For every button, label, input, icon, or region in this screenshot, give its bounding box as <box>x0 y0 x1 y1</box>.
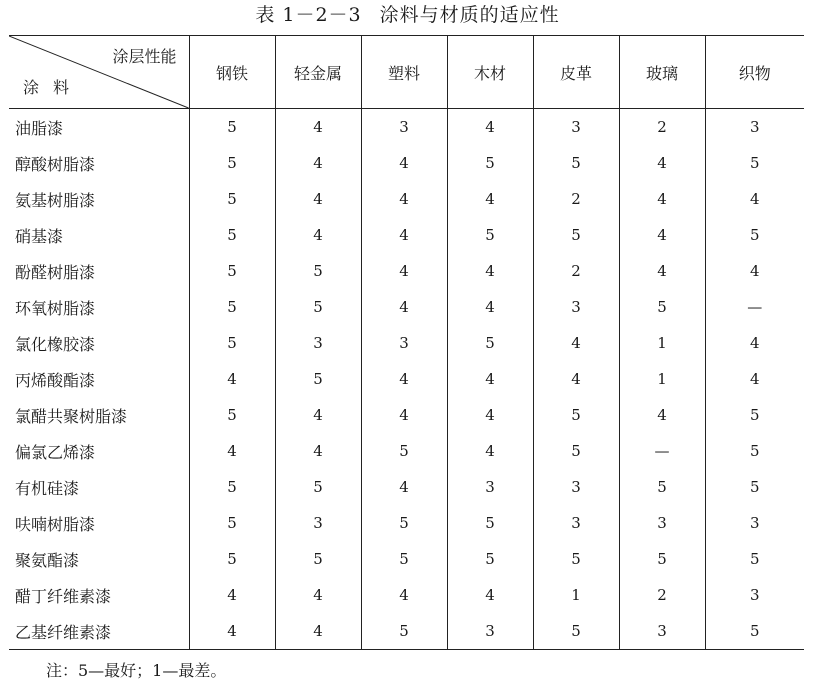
rating-cell: 4 <box>533 361 619 397</box>
rating-cell: 5 <box>189 397 275 433</box>
rating-cell: 5 <box>705 397 804 433</box>
column-header: 钢铁 <box>189 36 275 109</box>
header-row <box>9 36 804 109</box>
rating-cell: 5 <box>533 217 619 253</box>
rating-cell: 4 <box>361 289 447 325</box>
coating-name-cell: 乙基纤维素漆 <box>9 613 189 650</box>
rating-cell: 5 <box>447 217 533 253</box>
table-row <box>9 361 804 397</box>
rating-cell: 4 <box>361 181 447 217</box>
rating-cell: 5 <box>705 145 804 181</box>
rating-cell: 4 <box>189 361 275 397</box>
rating-cell: 5 <box>189 181 275 217</box>
table-row <box>9 217 804 253</box>
rating-cell: 4 <box>447 397 533 433</box>
rating-cell: 4 <box>361 469 447 505</box>
table-row <box>9 505 804 541</box>
rating-cell: 2 <box>619 109 705 146</box>
rating-cell: 5 <box>361 541 447 577</box>
rating-cell: 5 <box>275 289 361 325</box>
rating-cell: 4 <box>447 433 533 469</box>
rating-cell: 3 <box>705 577 804 613</box>
rating-cell: 5 <box>619 469 705 505</box>
rating-cell: 3 <box>619 613 705 650</box>
column-header: 塑料 <box>361 36 447 109</box>
table-note: 注：5—最好；1—最差。 <box>46 661 227 680</box>
coating-name-cell: 油脂漆 <box>15 118 64 138</box>
rating-cell: 4 <box>361 577 447 613</box>
rating-cell: 2 <box>533 253 619 289</box>
rating-cell: 3 <box>447 613 533 650</box>
table-row <box>9 289 804 325</box>
compatibility-table <box>9 35 804 650</box>
rating-cell: 5 <box>189 289 275 325</box>
coating-name-cell: 有机硅漆 <box>15 478 80 498</box>
table-row <box>9 325 804 361</box>
rating-cell: 5 <box>705 433 804 469</box>
rating-cell: 5 <box>275 361 361 397</box>
column-header: 玻璃 <box>619 36 705 109</box>
rating-cell: 5 <box>619 541 705 577</box>
rating-cell: 5 <box>189 109 275 146</box>
rating-cell: 3 <box>619 505 705 541</box>
table-body <box>9 109 804 650</box>
coating-name-cell: 醋丁纤维素漆 <box>15 586 112 606</box>
rating-cell: 5 <box>275 541 361 577</box>
rating-cell: 5 <box>533 433 619 469</box>
rating-cell: 5 <box>705 541 804 577</box>
rating-cell: 5 <box>533 541 619 577</box>
rating-cell: 4 <box>189 433 275 469</box>
rating-cell: 1 <box>619 361 705 397</box>
column-header: 木材 <box>447 36 533 109</box>
rating-cell: 5 <box>533 613 619 650</box>
rating-cell: 2 <box>533 181 619 217</box>
coating-name-cell: 环氧树脂漆 <box>15 298 96 318</box>
column-header: 织物 <box>705 36 804 109</box>
rating-cell: 4 <box>447 361 533 397</box>
rating-cell: 1 <box>619 325 705 361</box>
rating-cell: 3 <box>447 469 533 505</box>
rating-cell: 3 <box>533 109 619 146</box>
rating-cell: 4 <box>361 253 447 289</box>
rating-cell: 5 <box>705 217 804 253</box>
table-row <box>9 253 804 289</box>
rating-cell: 5 <box>189 541 275 577</box>
rating-cell: 4 <box>447 253 533 289</box>
rating-cell: 3 <box>275 505 361 541</box>
rating-cell: 4 <box>705 181 804 217</box>
table-row <box>9 469 804 505</box>
rating-cell: 5 <box>447 145 533 181</box>
rating-cell: 5 <box>189 253 275 289</box>
rating-cell: 3 <box>275 325 361 361</box>
rating-cell: 4 <box>447 181 533 217</box>
table-row <box>9 541 804 577</box>
rating-cell: 3 <box>533 505 619 541</box>
rating-cell: 4 <box>361 217 447 253</box>
rating-cell: 4 <box>619 397 705 433</box>
rating-cell: — <box>705 289 804 325</box>
rating-cell: 5 <box>533 397 619 433</box>
rating-cell: 4 <box>619 217 705 253</box>
rating-cell: 1 <box>533 577 619 613</box>
table-number: 表 1－2－3 <box>255 4 362 26</box>
diagonal-header-cell <box>9 36 189 109</box>
rating-cell: 4 <box>705 361 804 397</box>
rating-cell: 4 <box>533 325 619 361</box>
rating-cell: — <box>619 433 705 469</box>
rating-cell: 3 <box>533 289 619 325</box>
rating-cell: 5 <box>189 505 275 541</box>
coating-name-cell: 偏氯乙烯漆 <box>15 442 96 462</box>
rating-cell: 5 <box>447 505 533 541</box>
coating-name-cell: 硝基漆 <box>15 226 64 246</box>
table-row <box>9 577 804 613</box>
rating-cell: 4 <box>189 613 275 650</box>
rating-cell: 4 <box>705 253 804 289</box>
table-title: 涂料与材质的适应性 <box>379 4 560 26</box>
coating-name-cell: 丙烯酸酯漆 <box>15 370 96 390</box>
rating-cell: 3 <box>361 325 447 361</box>
rating-cell: 4 <box>361 145 447 181</box>
rating-cell: 3 <box>705 505 804 541</box>
table-row <box>9 397 804 433</box>
rating-cell: 5 <box>361 613 447 650</box>
rating-cell: 5 <box>447 541 533 577</box>
coating-name-cell: 醇酸树脂漆 <box>15 154 96 174</box>
rating-cell: 3 <box>361 109 447 146</box>
rating-cell: 5 <box>361 505 447 541</box>
rating-cell: 4 <box>189 577 275 613</box>
rating-cell: 4 <box>275 397 361 433</box>
rating-cell: 4 <box>705 325 804 361</box>
rating-cell: 5 <box>189 325 275 361</box>
rating-cell: 4 <box>275 181 361 217</box>
table-row <box>9 181 804 217</box>
rating-cell: 5 <box>275 253 361 289</box>
rating-cell: 4 <box>361 397 447 433</box>
header-coating-label: 涂料 <box>23 78 84 97</box>
rating-cell: 3 <box>705 109 804 146</box>
rating-cell: 5 <box>189 145 275 181</box>
rating-cell: 4 <box>275 433 361 469</box>
column-header: 皮革 <box>533 36 619 109</box>
header-property-label: 涂层性能 <box>112 47 177 66</box>
rating-cell: 4 <box>275 613 361 650</box>
coating-name-cell: 呋喃树脂漆 <box>15 514 96 534</box>
rating-cell: 5 <box>189 217 275 253</box>
rating-cell: 4 <box>275 577 361 613</box>
rating-cell: 5 <box>361 433 447 469</box>
coating-name-cell: 聚氨酯漆 <box>15 550 80 570</box>
column-header: 轻金属 <box>275 36 361 109</box>
rating-cell: 4 <box>447 577 533 613</box>
table-caption <box>0 2 815 28</box>
rating-cell: 4 <box>275 145 361 181</box>
rating-cell: 4 <box>447 289 533 325</box>
rating-cell: 4 <box>447 109 533 146</box>
rating-cell: 4 <box>361 361 447 397</box>
rating-cell: 5 <box>619 289 705 325</box>
rating-cell: 4 <box>275 217 361 253</box>
rating-cell: 5 <box>705 613 804 650</box>
rating-cell: 4 <box>275 109 361 146</box>
table-row <box>9 433 804 469</box>
rating-cell: 4 <box>619 181 705 217</box>
coating-name-cell: 酚醛树脂漆 <box>15 262 96 282</box>
rating-cell: 2 <box>619 577 705 613</box>
coating-name-cell: 氯醋共聚树脂漆 <box>15 406 128 426</box>
table-row <box>9 145 804 181</box>
rating-cell: 5 <box>533 145 619 181</box>
coating-name-cell: 氯化橡胶漆 <box>15 334 96 354</box>
rating-cell: 5 <box>275 469 361 505</box>
rating-cell: 5 <box>705 469 804 505</box>
rating-cell: 5 <box>189 469 275 505</box>
table-row <box>9 613 804 650</box>
rating-cell: 5 <box>447 325 533 361</box>
rating-cell: 3 <box>533 469 619 505</box>
coating-name-cell: 氨基树脂漆 <box>15 190 96 210</box>
rating-cell: 4 <box>619 253 705 289</box>
table-row <box>9 109 804 146</box>
rating-cell: 4 <box>619 145 705 181</box>
